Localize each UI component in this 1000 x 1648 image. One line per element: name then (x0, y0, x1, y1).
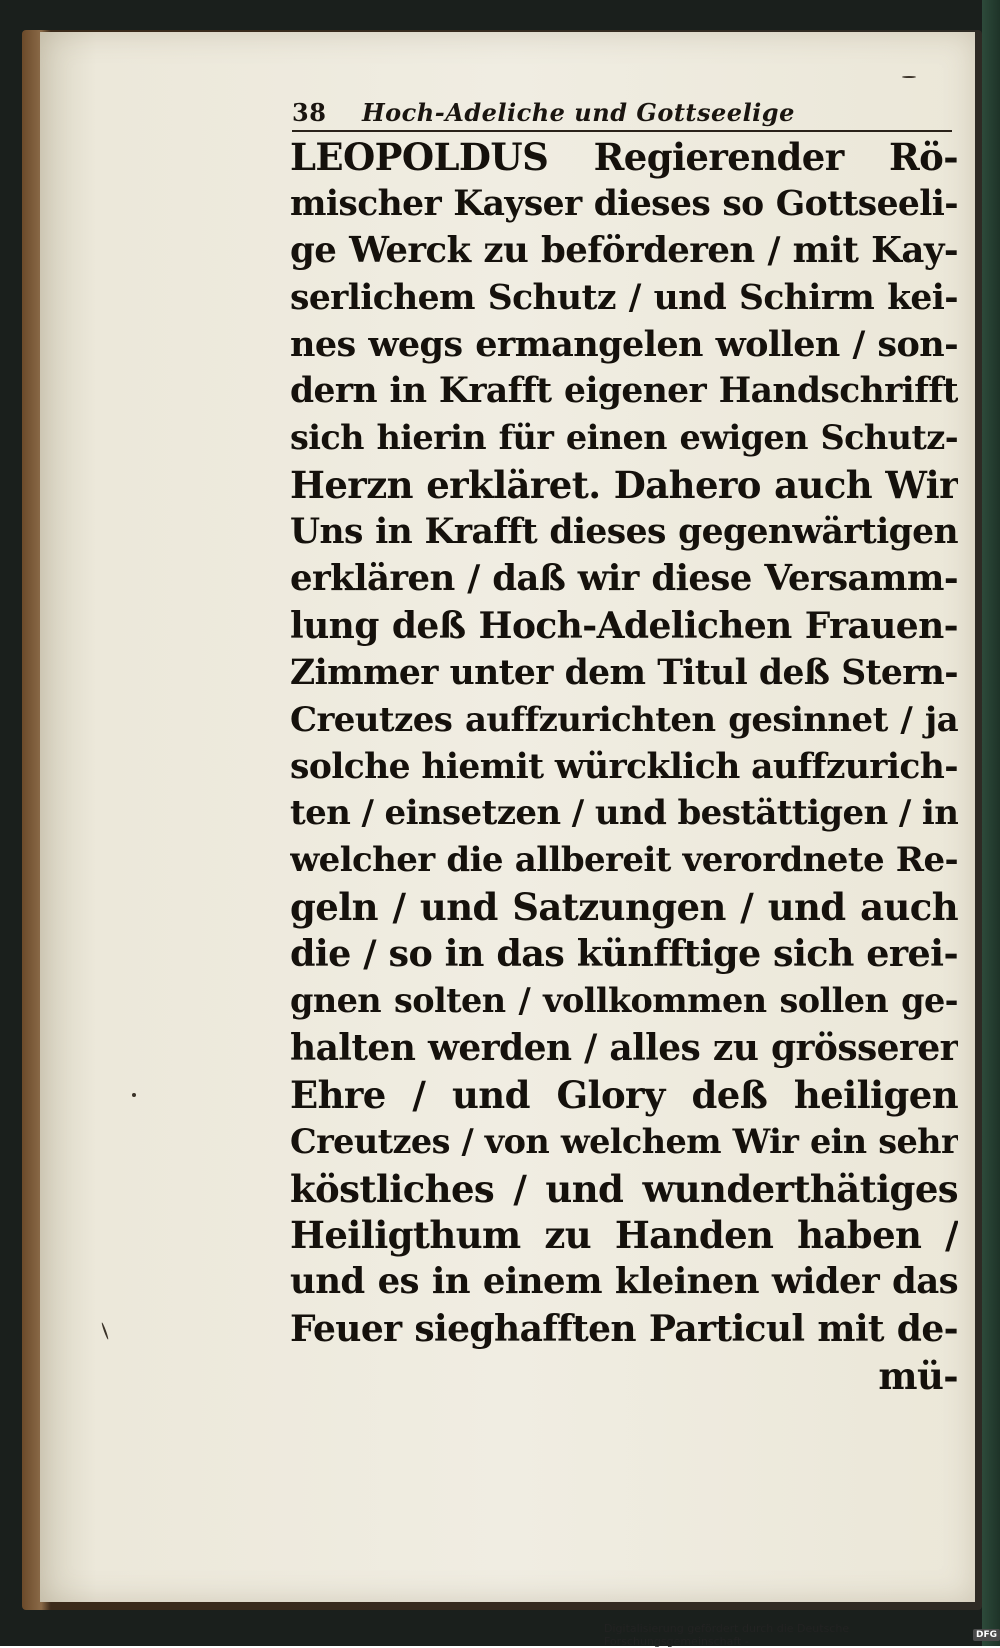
header-rule (292, 130, 952, 132)
body-text (290, 134, 958, 1400)
digitization-credit (604, 1622, 1000, 1648)
text-line: köstliches / und wunderthätiges (290, 1166, 958, 1211)
credit-text: Digitalisierung gefördert durch die Deutsche Forschungsgemeinschaft - (604, 1622, 850, 1648)
text-line: serlichem Schutz / und Schirm kei- (290, 277, 958, 318)
text-line: LEOPOLDUS Regierender Rö- (290, 135, 958, 179)
text-line: Herzn erkläret. Dahero auch Wir (290, 463, 958, 508)
text-line: welcher die allbereit verordnete Re- (290, 840, 958, 881)
text-line: erklären / daß wir diese Versamm- (290, 558, 958, 600)
text-line: Uns in Krafft dieses gegenwärtigen (290, 512, 958, 553)
text-line: Creutzes auffzurichten gesinnet / ja (290, 699, 958, 740)
text-line: die / so in das künfftige sich erei- (290, 932, 958, 976)
text-line: ten / einsetzen / und bestättigen / in (290, 793, 958, 834)
text-line: Feuer sieghafften Particul mit de- (290, 1308, 958, 1351)
text-line: Creutzes / von welchem Wir ein sehr (290, 1121, 958, 1161)
page-number: 38 (292, 98, 327, 127)
text-line: Zimmer unter dem Titul deß Stern- (290, 652, 958, 693)
scan-speck (902, 76, 916, 78)
text-line: Heiligthum zu Handen haben / (290, 1213, 958, 1258)
text-line: mischer Kayser dieses so Gottseeli- (290, 183, 958, 224)
text-line: halten werden / alles zu grösserer (290, 1026, 958, 1069)
dfg-logo: DFG (973, 1629, 1000, 1641)
text-line: nes wegs ermangelen wollen / son- (290, 323, 958, 365)
text-line: ge Werck zu beförderen / mit Kay- (290, 229, 958, 271)
text-line: und es in einem kleinen wider das (290, 1261, 958, 1303)
page-header (292, 92, 952, 132)
scan-speck (132, 1093, 136, 1097)
book-spine (982, 0, 1000, 1646)
text-line: mü- (878, 1354, 958, 1399)
text-line: lung deß Hoch-Adelichen Frauen- (290, 604, 958, 647)
text-line: dern in Krafft eigener Handschrifft (290, 371, 958, 412)
text-line: solche hiemit würcklich auffzurich- (290, 746, 958, 787)
text-line: geln / und Satzungen / und auch (290, 885, 958, 930)
running-head: Hoch-Adeliche und Gottseelige (362, 98, 795, 127)
text-line: gnen solten / vollkommen sollen ge- (290, 981, 958, 1021)
text-line: sich hierin für einen ewigen Schutz- (290, 418, 958, 458)
text-line: Ehre / und Glory deß heiligen (290, 1072, 958, 1117)
